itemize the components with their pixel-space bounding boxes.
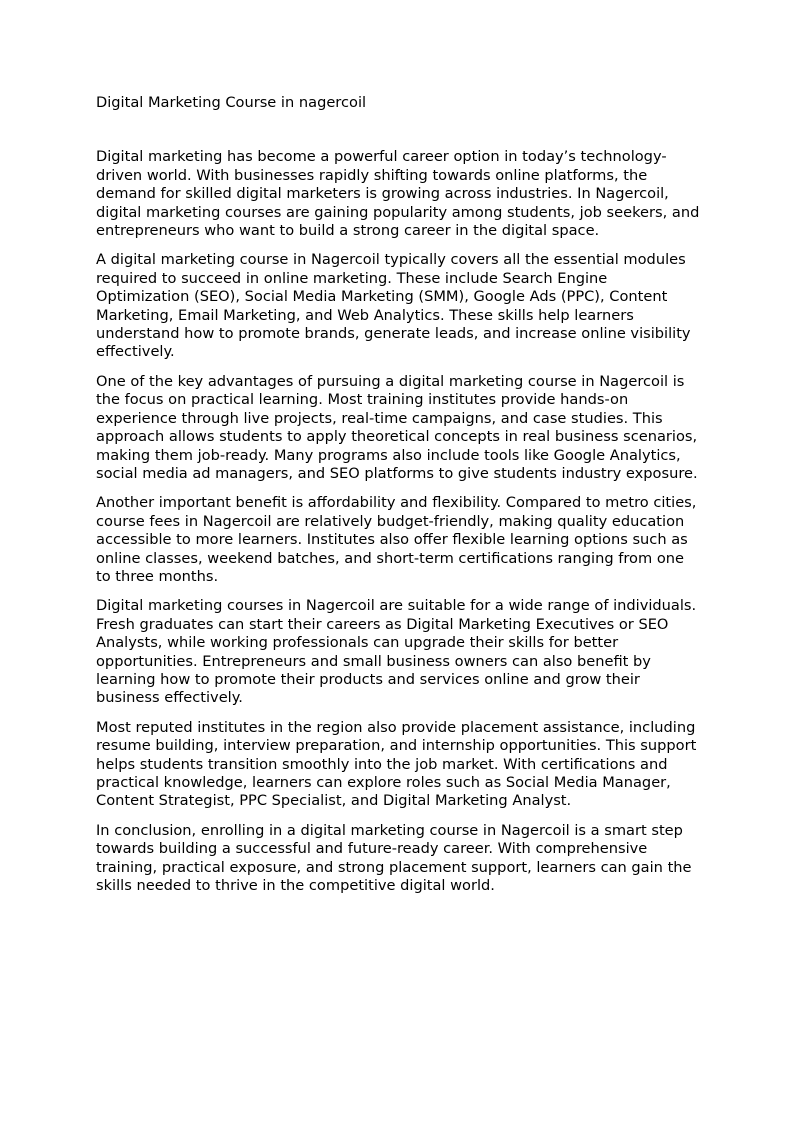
document-paragraph: One of the key advantages of pursuing a digital marketing course in Nagercoil is the focus on practical learning. Most training institutes provide hands-on experience through live projects, real-time campaigns, and case studies. This approach allows students to apply theoretical concepts in real business scenarios, making them job-ready. Many programs also include tools like Google Analytics, social media ad managers, and SEO platforms to give students industry exposure. (96, 372, 698, 482)
document-body (96, 94, 702, 906)
document-paragraph: Most reputed institutes in the region also provide placement assistance, including resume building, interview preparation, and internship opportunities. This support helps students transition smoothly into the job market. With certifications and practical knowledge, learners can explore roles such as Social Media Manager, Content Strategist, PPC Specialist, and Digital Marketing Analyst. (96, 718, 697, 810)
document-paragraph: Digital marketing has become a powerful career option in today’s technology-driven world. With businesses rapidly shifting towards online platforms, the demand for skilled digital marketers is growing across industries. In Nagercoil, digital marketing courses are gaining popularity among students, job seekers, and entrepreneurs who want to build a strong career in the digital space. (96, 148, 700, 240)
document-paragraph: A digital marketing course in Nagercoil typically covers all the essential modules required to succeed in online marketing. These include Search Engine Optimization (SEO), Social Media Marketing (SMM), Google Ads (PPC), Content Marketing, Email Marketing, and Web Analytics. These skills help learners understand how to promote brands, generate leads, and increase online visibility effectively. (96, 251, 691, 361)
document-paragraph: Another important benefit is affordability and flexibility. Compared to metro cities, course fees in Nagercoil are relatively budget-friendly, making quality education accessible to more learners. Institutes also offer flexible learning options such as online classes, weekend batches, and short-term certifications ranging from one to three months. (96, 494, 697, 585)
document-paragraph: In conclusion, enrolling in a digital marketing course in Nagercoil is a smart step towards building a successful and future-ready career. With comprehensive training, practical exposure, and strong placement support, learners can gain the skills needed to thrive in the competitive digital world. (96, 821, 692, 895)
document-title: Digital Marketing Course in nagercoil (96, 94, 367, 111)
document-paragraph: Digital marketing courses in Nagercoil are suitable for a wide range of individuals. Fresh graduates can start their careers as Digital Marketing Executives or SEO Analysts, while working professionals can upgrade their skills for better opportunities. Entrepreneurs and small business owners can also benefit by learning how to promote their products and services online and grow their business effectively. (96, 597, 697, 707)
